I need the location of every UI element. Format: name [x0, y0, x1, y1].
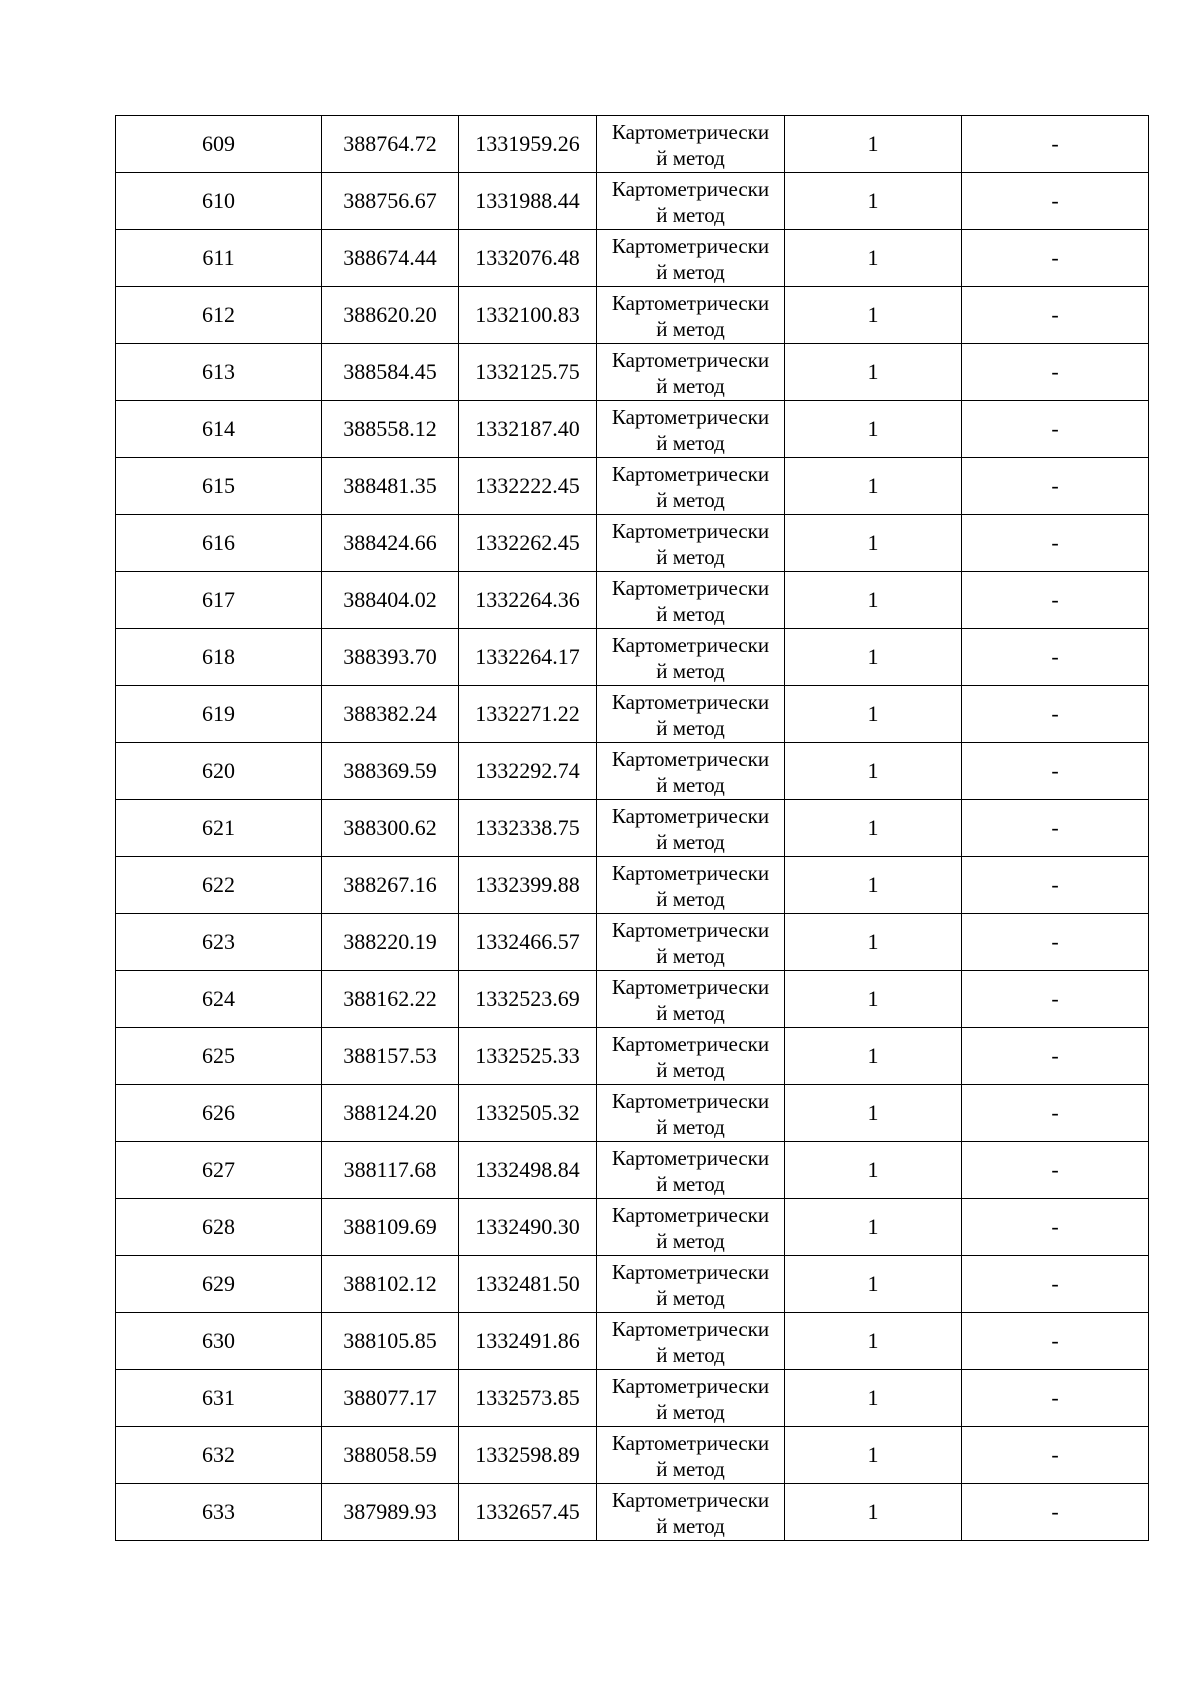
method-text-line2: й метод [656, 830, 725, 854]
note-cell: - [962, 743, 1149, 800]
method-text-line1: Картометрически [611, 804, 770, 828]
table-row [116, 686, 1149, 743]
coordinates-table-body [116, 116, 1149, 1541]
note-cell: - [962, 857, 1149, 914]
point-number-cell: 626 [116, 1085, 322, 1142]
method-text-line2: й метод [656, 260, 725, 284]
method-cell [597, 1028, 785, 1085]
x-coordinate-cell: 388764.72 [322, 116, 459, 173]
method-text-line1: Картометрически [611, 633, 770, 657]
point-number-cell: 622 [116, 857, 322, 914]
method-cell [597, 1085, 785, 1142]
note-cell: - [962, 686, 1149, 743]
method-cell [597, 1370, 785, 1427]
x-coordinate-cell: 388102.12 [322, 1256, 459, 1313]
method-text-line2: й метод [656, 1058, 725, 1082]
accuracy-cell: 1 [785, 287, 962, 344]
method-cell [597, 173, 785, 230]
table-row [116, 629, 1149, 686]
table-row [116, 1028, 1149, 1085]
method-cell [597, 686, 785, 743]
method-text-line2: й метод [656, 1172, 725, 1196]
method-text-line1: Картометрически [611, 1089, 770, 1113]
point-number-cell: 611 [116, 230, 322, 287]
method-cell [597, 1313, 785, 1370]
table-row [116, 1313, 1149, 1370]
point-number-cell: 619 [116, 686, 322, 743]
point-number-cell: 629 [116, 1256, 322, 1313]
method-text-line2: й метод [656, 1514, 725, 1538]
point-number-cell: 625 [116, 1028, 322, 1085]
point-number-cell: 618 [116, 629, 322, 686]
accuracy-cell: 1 [785, 1142, 962, 1199]
table-row [116, 857, 1149, 914]
point-number-cell: 621 [116, 800, 322, 857]
y-coordinate-cell: 1332100.83 [459, 287, 597, 344]
accuracy-cell: 1 [785, 1256, 962, 1313]
method-text-line2: й метод [656, 1115, 725, 1139]
note-cell: - [962, 116, 1149, 173]
method-text-line2: й метод [656, 716, 725, 740]
note-cell: - [962, 800, 1149, 857]
x-coordinate-cell: 388058.59 [322, 1427, 459, 1484]
accuracy-cell: 1 [785, 914, 962, 971]
y-coordinate-cell: 1332338.75 [459, 800, 597, 857]
accuracy-cell: 1 [785, 1313, 962, 1370]
method-text-line2: й метод [656, 146, 725, 170]
accuracy-cell: 1 [785, 572, 962, 629]
table-row [116, 800, 1149, 857]
x-coordinate-cell: 388117.68 [322, 1142, 459, 1199]
method-text-line2: й метод [656, 887, 725, 911]
x-coordinate-cell: 388756.67 [322, 173, 459, 230]
method-text-line1: Картометрически [611, 975, 770, 999]
x-coordinate-cell: 388162.22 [322, 971, 459, 1028]
point-number-cell: 617 [116, 572, 322, 629]
x-coordinate-cell: 388109.69 [322, 1199, 459, 1256]
coordinates-table [115, 115, 1149, 1541]
note-cell: - [962, 344, 1149, 401]
note-cell: - [962, 1028, 1149, 1085]
table-row [116, 230, 1149, 287]
y-coordinate-cell: 1332573.85 [459, 1370, 597, 1427]
accuracy-cell: 1 [785, 1370, 962, 1427]
method-cell [597, 116, 785, 173]
point-number-cell: 614 [116, 401, 322, 458]
table-row [116, 572, 1149, 629]
table-row [116, 1484, 1149, 1541]
table-row [116, 458, 1149, 515]
method-text-line1: Картометрически [611, 747, 770, 771]
method-text-line1: Картометрически [611, 291, 770, 315]
accuracy-cell: 1 [785, 629, 962, 686]
y-coordinate-cell: 1332466.57 [459, 914, 597, 971]
method-text-line1: Картометрически [611, 348, 770, 372]
note-cell: - [962, 230, 1149, 287]
table-row [116, 971, 1149, 1028]
method-cell [597, 230, 785, 287]
table-row [116, 1256, 1149, 1313]
method-cell [597, 572, 785, 629]
method-text-line1: Картометрически [611, 462, 770, 486]
table-row [116, 1085, 1149, 1142]
accuracy-cell: 1 [785, 1427, 962, 1484]
y-coordinate-cell: 1332264.17 [459, 629, 597, 686]
method-text-line1: Картометрически [611, 576, 770, 600]
table-row [116, 743, 1149, 800]
method-cell [597, 1256, 785, 1313]
y-coordinate-cell: 1332399.88 [459, 857, 597, 914]
method-text-line1: Картометрически [611, 1317, 770, 1341]
point-number-cell: 615 [116, 458, 322, 515]
method-text-line1: Картометрически [611, 234, 770, 258]
point-number-cell: 620 [116, 743, 322, 800]
method-text-line2: й метод [656, 317, 725, 341]
y-coordinate-cell: 1332523.69 [459, 971, 597, 1028]
note-cell: - [962, 1256, 1149, 1313]
method-cell [597, 1142, 785, 1199]
method-cell [597, 800, 785, 857]
point-number-cell: 613 [116, 344, 322, 401]
method-text-line2: й метод [656, 1229, 725, 1253]
method-cell [597, 914, 785, 971]
method-text-line1: Картометрически [611, 861, 770, 885]
y-coordinate-cell: 1332076.48 [459, 230, 597, 287]
note-cell: - [962, 515, 1149, 572]
point-number-cell: 623 [116, 914, 322, 971]
point-number-cell: 628 [116, 1199, 322, 1256]
table-row [116, 1142, 1149, 1199]
method-text-line2: й метод [656, 773, 725, 797]
x-coordinate-cell: 388077.17 [322, 1370, 459, 1427]
method-cell [597, 515, 785, 572]
note-cell: - [962, 914, 1149, 971]
note-cell: - [962, 1142, 1149, 1199]
method-text-line1: Картометрически [611, 1203, 770, 1227]
method-text-line1: Картометрически [611, 1146, 770, 1170]
y-coordinate-cell: 1331959.26 [459, 116, 597, 173]
method-text-line2: й метод [656, 602, 725, 626]
x-coordinate-cell: 388369.59 [322, 743, 459, 800]
method-text-line2: й метод [656, 1286, 725, 1310]
note-cell: - [962, 401, 1149, 458]
method-text-line1: Картометрически [611, 1374, 770, 1398]
method-cell [597, 971, 785, 1028]
method-text-line2: й метод [656, 374, 725, 398]
method-cell [597, 629, 785, 686]
point-number-cell: 610 [116, 173, 322, 230]
note-cell: - [962, 1427, 1149, 1484]
point-number-cell: 627 [116, 1142, 322, 1199]
accuracy-cell: 1 [785, 401, 962, 458]
note-cell: - [962, 1199, 1149, 1256]
table-row [116, 914, 1149, 971]
table-row [116, 401, 1149, 458]
method-cell [597, 857, 785, 914]
accuracy-cell: 1 [785, 857, 962, 914]
note-cell: - [962, 458, 1149, 515]
x-coordinate-cell: 388220.19 [322, 914, 459, 971]
accuracy-cell: 1 [785, 173, 962, 230]
method-text-line2: й метод [656, 659, 725, 683]
accuracy-cell: 1 [785, 230, 962, 287]
method-cell [597, 1199, 785, 1256]
x-coordinate-cell: 388105.85 [322, 1313, 459, 1370]
accuracy-cell: 1 [785, 1085, 962, 1142]
method-text-line1: Картометрически [611, 690, 770, 714]
note-cell: - [962, 629, 1149, 686]
method-cell [597, 401, 785, 458]
x-coordinate-cell: 388404.02 [322, 572, 459, 629]
method-cell [597, 287, 785, 344]
point-number-cell: 616 [116, 515, 322, 572]
note-cell: - [962, 1085, 1149, 1142]
table-row [116, 1370, 1149, 1427]
method-text-line2: й метод [656, 545, 725, 569]
accuracy-cell: 1 [785, 116, 962, 173]
point-number-cell: 632 [116, 1427, 322, 1484]
point-number-cell: 630 [116, 1313, 322, 1370]
note-cell: - [962, 572, 1149, 629]
x-coordinate-cell: 388620.20 [322, 287, 459, 344]
method-text-line2: й метод [656, 1457, 725, 1481]
y-coordinate-cell: 1332271.22 [459, 686, 597, 743]
y-coordinate-cell: 1332481.50 [459, 1256, 597, 1313]
method-text-line1: Картометрически [611, 120, 770, 144]
method-text-line2: й метод [656, 944, 725, 968]
method-text-line2: й метод [656, 488, 725, 512]
x-coordinate-cell: 388393.70 [322, 629, 459, 686]
y-coordinate-cell: 1332222.45 [459, 458, 597, 515]
x-coordinate-cell: 388481.35 [322, 458, 459, 515]
method-text-line2: й метод [656, 203, 725, 227]
method-text-line1: Картометрически [611, 918, 770, 942]
x-coordinate-cell: 388382.24 [322, 686, 459, 743]
y-coordinate-cell: 1332187.40 [459, 401, 597, 458]
y-coordinate-cell: 1332125.75 [459, 344, 597, 401]
method-text-line1: Картометрически [611, 405, 770, 429]
y-coordinate-cell: 1332491.86 [459, 1313, 597, 1370]
note-cell: - [962, 287, 1149, 344]
method-cell [597, 1484, 785, 1541]
x-coordinate-cell: 387989.93 [322, 1484, 459, 1541]
method-text-line2: й метод [656, 431, 725, 455]
x-coordinate-cell: 388558.12 [322, 401, 459, 458]
method-text-line1: Картометрически [611, 1260, 770, 1284]
x-coordinate-cell: 388584.45 [322, 344, 459, 401]
point-number-cell: 631 [116, 1370, 322, 1427]
accuracy-cell: 1 [785, 458, 962, 515]
method-text-line1: Картометрически [611, 519, 770, 543]
x-coordinate-cell: 388300.62 [322, 800, 459, 857]
accuracy-cell: 1 [785, 1484, 962, 1541]
point-number-cell: 612 [116, 287, 322, 344]
x-coordinate-cell: 388267.16 [322, 857, 459, 914]
accuracy-cell: 1 [785, 515, 962, 572]
method-text-line1: Картометрически [611, 1032, 770, 1056]
table-row [116, 116, 1149, 173]
x-coordinate-cell: 388674.44 [322, 230, 459, 287]
table-row [116, 173, 1149, 230]
x-coordinate-cell: 388157.53 [322, 1028, 459, 1085]
y-coordinate-cell: 1332505.32 [459, 1085, 597, 1142]
point-number-cell: 624 [116, 971, 322, 1028]
accuracy-cell: 1 [785, 1199, 962, 1256]
method-text-line2: й метод [656, 1001, 725, 1025]
note-cell: - [962, 1484, 1149, 1541]
table-row [116, 287, 1149, 344]
y-coordinate-cell: 1332264.36 [459, 572, 597, 629]
method-cell [597, 344, 785, 401]
method-text-line1: Картометрически [611, 1488, 770, 1512]
method-text-line2: й метод [656, 1343, 725, 1367]
y-coordinate-cell: 1332262.45 [459, 515, 597, 572]
method-cell [597, 743, 785, 800]
accuracy-cell: 1 [785, 971, 962, 1028]
accuracy-cell: 1 [785, 800, 962, 857]
x-coordinate-cell: 388424.66 [322, 515, 459, 572]
x-coordinate-cell: 388124.20 [322, 1085, 459, 1142]
y-coordinate-cell: 1332292.74 [459, 743, 597, 800]
accuracy-cell: 1 [785, 686, 962, 743]
note-cell: - [962, 173, 1149, 230]
y-coordinate-cell: 1332490.30 [459, 1199, 597, 1256]
table-row [116, 515, 1149, 572]
table-row [116, 344, 1149, 401]
point-number-cell: 609 [116, 116, 322, 173]
note-cell: - [962, 1370, 1149, 1427]
y-coordinate-cell: 1331988.44 [459, 173, 597, 230]
accuracy-cell: 1 [785, 1028, 962, 1085]
note-cell: - [962, 1313, 1149, 1370]
y-coordinate-cell: 1332498.84 [459, 1142, 597, 1199]
table-row [116, 1199, 1149, 1256]
table-row [116, 1427, 1149, 1484]
method-text-line2: й метод [656, 1400, 725, 1424]
y-coordinate-cell: 1332598.89 [459, 1427, 597, 1484]
y-coordinate-cell: 1332525.33 [459, 1028, 597, 1085]
method-cell [597, 1427, 785, 1484]
method-cell [597, 458, 785, 515]
method-text-line1: Картометрически [611, 177, 770, 201]
point-number-cell: 633 [116, 1484, 322, 1541]
accuracy-cell: 1 [785, 743, 962, 800]
note-cell: - [962, 971, 1149, 1028]
accuracy-cell: 1 [785, 344, 962, 401]
method-text-line1: Картометрически [611, 1431, 770, 1455]
y-coordinate-cell: 1332657.45 [459, 1484, 597, 1541]
